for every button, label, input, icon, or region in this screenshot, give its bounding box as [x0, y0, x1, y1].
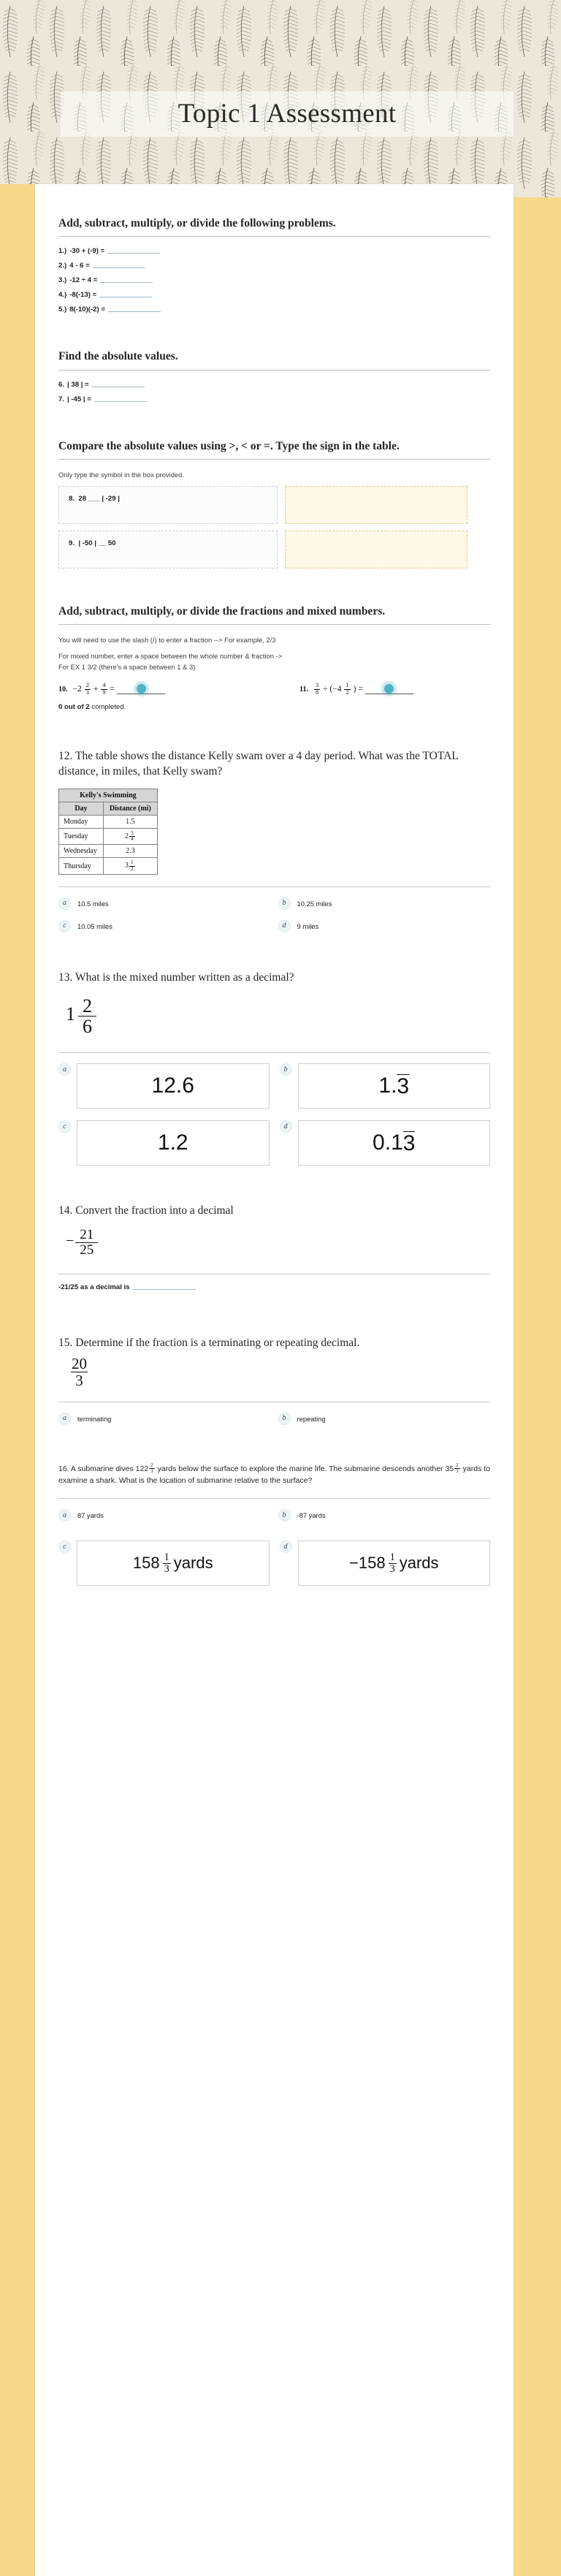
- question-11-fraction-2: [344, 683, 350, 696]
- choice-bullet-c: c: [58, 1120, 71, 1133]
- question-14-text: 14. Convert the fraction into a decimal: [58, 1204, 234, 1217]
- question-16-choices-text: [58, 1498, 490, 1521]
- choice-label-d: 9 miles: [297, 922, 319, 930]
- question-10-fraction-2: [101, 683, 107, 696]
- question-10-label: 10.: [58, 685, 68, 694]
- frac-denominator: 3: [389, 1562, 395, 1575]
- completion-suffix: completed.: [89, 703, 126, 711]
- choice-label-b: 10.25 miles: [297, 899, 332, 908]
- choice-a[interactable]: [58, 1063, 270, 1109]
- choice-c-whole: 158: [132, 1554, 160, 1573]
- question-12-choices: [58, 886, 490, 932]
- choice-d-whole: 158: [358, 1554, 386, 1573]
- question-2-label: 2.): [58, 262, 67, 270]
- question-10-equals: =: [110, 685, 115, 694]
- question-9-label: 9.: [69, 539, 75, 547]
- table-row: [59, 828, 158, 845]
- question-1: [58, 247, 490, 255]
- table-cell-distance: [103, 845, 157, 858]
- question-11-answer-input[interactable]: [365, 684, 413, 694]
- choice-c-unit: yards: [173, 1554, 213, 1573]
- answer-dot-icon: [137, 684, 146, 694]
- choice-value-c: 1.2: [157, 1131, 188, 1155]
- fraction-note-2: For mixed number, enter a space between the whole number & fraction ->: [58, 651, 283, 660]
- distance-whole: 2: [125, 832, 129, 840]
- choice-b[interactable]: [278, 897, 491, 910]
- choice-bullet-a: a: [58, 897, 71, 910]
- question-7-label: 7.: [58, 395, 65, 403]
- question-14-prompt: -21/25 as a decimal is: [58, 1283, 130, 1291]
- question-14-fraction: [66, 1223, 98, 1259]
- frac-numerator: 2: [85, 682, 89, 689]
- frac-denominator: 2: [346, 688, 349, 696]
- question-1-answer-blank[interactable]: [107, 253, 160, 254]
- question-15-fraction: [67, 1356, 91, 1388]
- question-11-equals: =: [358, 685, 363, 694]
- question-10-fraction-1: [85, 683, 91, 696]
- question-2: [58, 262, 490, 270]
- question-4-label: 4.): [58, 291, 67, 300]
- choice-a[interactable]: [58, 1509, 271, 1521]
- choice-c[interactable]: [58, 1120, 270, 1166]
- table-cell-distance: [103, 828, 157, 845]
- frac-denominator: 6: [78, 1016, 96, 1036]
- frac-numerator: 1: [164, 1551, 169, 1564]
- compare-answer-box-9[interactable]: [285, 531, 468, 569]
- question-16-text-post: yards to examine a shark. What is the location of submarine relative to the surface?: [58, 1464, 491, 1486]
- question-16-fraction-1: [149, 1463, 155, 1475]
- choice-image-c[interactable]: [77, 1120, 270, 1166]
- table-cell-distance: [103, 815, 157, 828]
- question-2-text: 4 - 6 =: [69, 262, 90, 270]
- choice-bullet-a: a: [58, 1063, 71, 1076]
- frac-denominator: 8: [315, 688, 319, 696]
- choice-bullet-d: d: [278, 920, 291, 932]
- table-cell-day: Thursday: [59, 858, 104, 875]
- choice-bullet-b: b: [278, 897, 291, 910]
- choice-bullet-b: b: [280, 1063, 292, 1076]
- choice-d-fraction: [389, 1552, 397, 1574]
- spacer: [58, 320, 490, 349]
- choice-c[interactable]: [58, 1540, 270, 1586]
- table-cell-day: Wednesday: [59, 845, 104, 858]
- choice-repeat-bar-d: 3: [402, 1131, 416, 1156]
- page-title: Topic 1 Assessment: [178, 99, 397, 129]
- frac-numerator: 4: [102, 682, 106, 689]
- question-13-text: 13. What is the mixed number written as a decimal?: [58, 970, 294, 984]
- question-6: [58, 381, 490, 389]
- question-10-answer-input[interactable]: [117, 684, 165, 694]
- question-11-close: ): [353, 685, 356, 694]
- frac-numerator: 1: [389, 1551, 395, 1564]
- choice-bullet-d: d: [280, 1540, 292, 1553]
- spacer: [58, 932, 490, 970]
- spacer: [58, 1298, 490, 1336]
- question-10: [58, 683, 299, 696]
- choice-image-d[interactable]: [298, 1120, 491, 1166]
- choice-value-d: 0.1: [373, 1131, 403, 1155]
- question-10-whole: −2: [72, 685, 82, 694]
- frac-denominator: 3: [71, 1372, 88, 1388]
- distance-value: 1.5: [126, 817, 135, 826]
- frac-numerator: 2: [456, 1462, 459, 1469]
- question-6-text: | 38 | =: [67, 380, 89, 389]
- compare-row-9: [58, 531, 490, 569]
- question-6-label: 6.: [58, 380, 65, 389]
- choice-d-unit: yards: [399, 1554, 439, 1573]
- choice-d[interactable]: [280, 1120, 491, 1166]
- choice-label-a: terminating: [77, 1414, 112, 1423]
- question-11-open: (−4: [329, 685, 342, 694]
- choice-a[interactable]: [58, 897, 271, 910]
- table-cell-day: Monday: [59, 815, 104, 828]
- frac-denominator: 2: [131, 865, 134, 872]
- choice-image-a[interactable]: [77, 1063, 270, 1109]
- section-heading-compare: Compare the absolute values using >, < or =. Type the sign in the table.: [58, 439, 490, 460]
- distance-fraction: [129, 860, 135, 872]
- question-7-text: | -45 | =: [67, 395, 91, 403]
- choice-image-d[interactable]: [298, 1540, 491, 1586]
- choice-bullet-a: a: [58, 1413, 71, 1425]
- completion-count: 0 out of 2: [58, 703, 90, 711]
- table-header-day: Day: [59, 802, 104, 815]
- choice-d[interactable]: [278, 920, 491, 932]
- question-7-answer-blank[interactable]: [94, 401, 147, 402]
- question-16-text-pre: 16. A submarine dives 122: [58, 1464, 149, 1473]
- question-16-fraction-2: [454, 1463, 460, 1475]
- choice-b[interactable]: [278, 1509, 491, 1521]
- choice-repeat-bar-b: 3: [397, 1074, 410, 1099]
- question-3-answer-blank[interactable]: [100, 282, 153, 283]
- compare-problem-9: [58, 531, 278, 569]
- fraction-note-1: You will need to use the slash (/) to enter a fraction --> For example, 2/3: [58, 636, 276, 645]
- frac-numerator: 3: [315, 682, 319, 689]
- choice-label-a: 87 yards: [77, 1511, 104, 1520]
- question-2-answer-blank[interactable]: [93, 267, 145, 268]
- frac-numerator: 3: [131, 829, 134, 836]
- frac-denominator: 25: [75, 1242, 98, 1258]
- frac-denominator: 3: [164, 1562, 169, 1575]
- choice-image-b[interactable]: [298, 1063, 491, 1109]
- frac-numerator: 21: [80, 1227, 94, 1243]
- page-header: [0, 0, 561, 197]
- completion-status: [58, 703, 490, 711]
- question-16-text-mid: yards below the surface to explore the marine life. The submarine descends another 35: [155, 1464, 454, 1473]
- question-13-choices: [58, 1052, 490, 1166]
- choice-value-b: 1.: [378, 1074, 397, 1098]
- section-heading-integers: Add, subtract, multiply, or divide the following problems.: [58, 216, 490, 237]
- section-heading-fractions: Add, subtract, multiply, or divide the fractions and mixed numbers.: [58, 604, 490, 625]
- question-3: [58, 276, 490, 284]
- choice-b[interactable]: [280, 1063, 491, 1109]
- spacer: [58, 575, 490, 604]
- frac-numerator: 1: [346, 682, 349, 689]
- fraction-body: [75, 1228, 98, 1258]
- question-5: [58, 305, 490, 314]
- choice-bullet-b: b: [278, 1413, 291, 1425]
- table-header-distance: Distance (mi): [103, 802, 157, 815]
- question-4: [58, 291, 490, 299]
- table-row: [59, 815, 158, 828]
- question-11-operator: ÷: [323, 685, 328, 694]
- spacer: [58, 1166, 490, 1204]
- frac-numerator: 2: [150, 1462, 153, 1469]
- question-5-label: 5.): [58, 305, 67, 314]
- question-12-text: 12. The table shows the distance Kelly swam over a 4 day period. What was the TOTAL distance, in miles, that Kelly swam?: [58, 750, 459, 778]
- frac-denominator: 4: [131, 835, 134, 842]
- table-cell-day: Tuesday: [59, 828, 104, 845]
- table-cell-distance: [103, 858, 157, 875]
- frac-numerator: 20: [72, 1354, 87, 1372]
- left-margin-strip: [0, 184, 35, 2576]
- distance-value: 2.3: [126, 847, 135, 856]
- question-3-label: 3.): [58, 276, 67, 285]
- compare-problem-8: [58, 486, 278, 524]
- table-row: [59, 845, 158, 858]
- question-14-answer-blank[interactable]: [133, 1289, 196, 1290]
- frac-denominator: 9: [102, 688, 106, 696]
- choice-label-b: -87 yards: [297, 1511, 326, 1520]
- question-13-mixed-number: [66, 992, 96, 1038]
- frac-numerator: 1: [131, 859, 134, 866]
- frac-denominator: 3: [85, 688, 89, 696]
- frac-denominator: 3: [150, 1468, 153, 1475]
- distance-fraction: [129, 831, 135, 843]
- choice-image-c[interactable]: [77, 1540, 270, 1586]
- choice-bullet-b: b: [278, 1509, 291, 1521]
- question-10-operator: +: [93, 685, 99, 694]
- mixed-whole: 1: [66, 1003, 75, 1025]
- choice-b[interactable]: [278, 1413, 491, 1425]
- choice-label-c: 10.05 miles: [77, 922, 112, 930]
- question-4-text: -8(-13) =: [69, 291, 97, 300]
- spacer: [58, 711, 490, 749]
- choice-c-fraction: [163, 1552, 171, 1574]
- question-8-label: 8.: [69, 494, 75, 503]
- fraction-sign: −: [66, 1232, 75, 1249]
- question-16-choices-image: [58, 1532, 490, 1586]
- question-1-text: -30 + (-9) =: [69, 247, 105, 256]
- choice-bullet-a: a: [58, 1509, 71, 1521]
- mixed-fraction: [78, 996, 96, 1037]
- question-5-text: 8(-10)(-2) =: [69, 305, 105, 314]
- question-11-fraction-1: [314, 683, 320, 696]
- choice-d[interactable]: [280, 1540, 491, 1586]
- frac-denominator: 3: [456, 1468, 459, 1475]
- question-9-text: | -50 | __ 50: [78, 539, 116, 547]
- choice-value-a: 12.6: [151, 1074, 194, 1098]
- question-7: [58, 395, 490, 403]
- choice-label-b: repeating: [297, 1414, 326, 1423]
- question-15-choices: [58, 1402, 490, 1425]
- choice-bullet-d: d: [280, 1120, 292, 1133]
- table-row: [59, 858, 158, 875]
- table-caption-row: [59, 789, 158, 802]
- section-heading-absolute: Find the absolute values.: [58, 349, 490, 370]
- assessment-page: [35, 184, 514, 2576]
- choice-bullet-c: c: [58, 920, 71, 932]
- spacer: [58, 1425, 490, 1463]
- choice-label-a: 10.5 miles: [77, 899, 109, 908]
- question-11-label: 11.: [299, 685, 308, 694]
- kelly-swimming-table: [58, 789, 158, 875]
- answer-dot-icon: [384, 684, 394, 694]
- question-3-text: -12 ÷ 4 =: [69, 276, 98, 285]
- choice-a[interactable]: [58, 1413, 271, 1425]
- compare-note: Only type the symbol in the box provided.: [58, 471, 184, 479]
- question-1-label: 1.): [58, 247, 67, 256]
- question-8-text: 28 ___ | -29 |: [78, 494, 120, 503]
- choice-c[interactable]: [58, 920, 271, 932]
- question-15-text: 15. Determine if the fraction is a terminating or repeating decimal.: [58, 1336, 360, 1349]
- frac-numerator: 2: [83, 995, 92, 1017]
- compare-row-8: [58, 486, 490, 524]
- choice-d-sign: −: [349, 1554, 359, 1573]
- distance-whole: 3: [125, 862, 129, 870]
- fraction-note-3: For EX 1 3/2 (there's a space between 1 & 3): [58, 662, 196, 671]
- question-5-answer-blank[interactable]: [108, 311, 161, 312]
- table-header-row: [59, 802, 158, 815]
- compare-answer-box-8[interactable]: [285, 486, 468, 524]
- question-11: [299, 683, 413, 696]
- question-16-text: [58, 1463, 490, 1487]
- question-14-answer-row: [58, 1283, 490, 1291]
- table-caption: Kelly's Swimming: [59, 789, 158, 802]
- spacer: [58, 410, 490, 439]
- choice-bullet-c: c: [58, 1540, 71, 1553]
